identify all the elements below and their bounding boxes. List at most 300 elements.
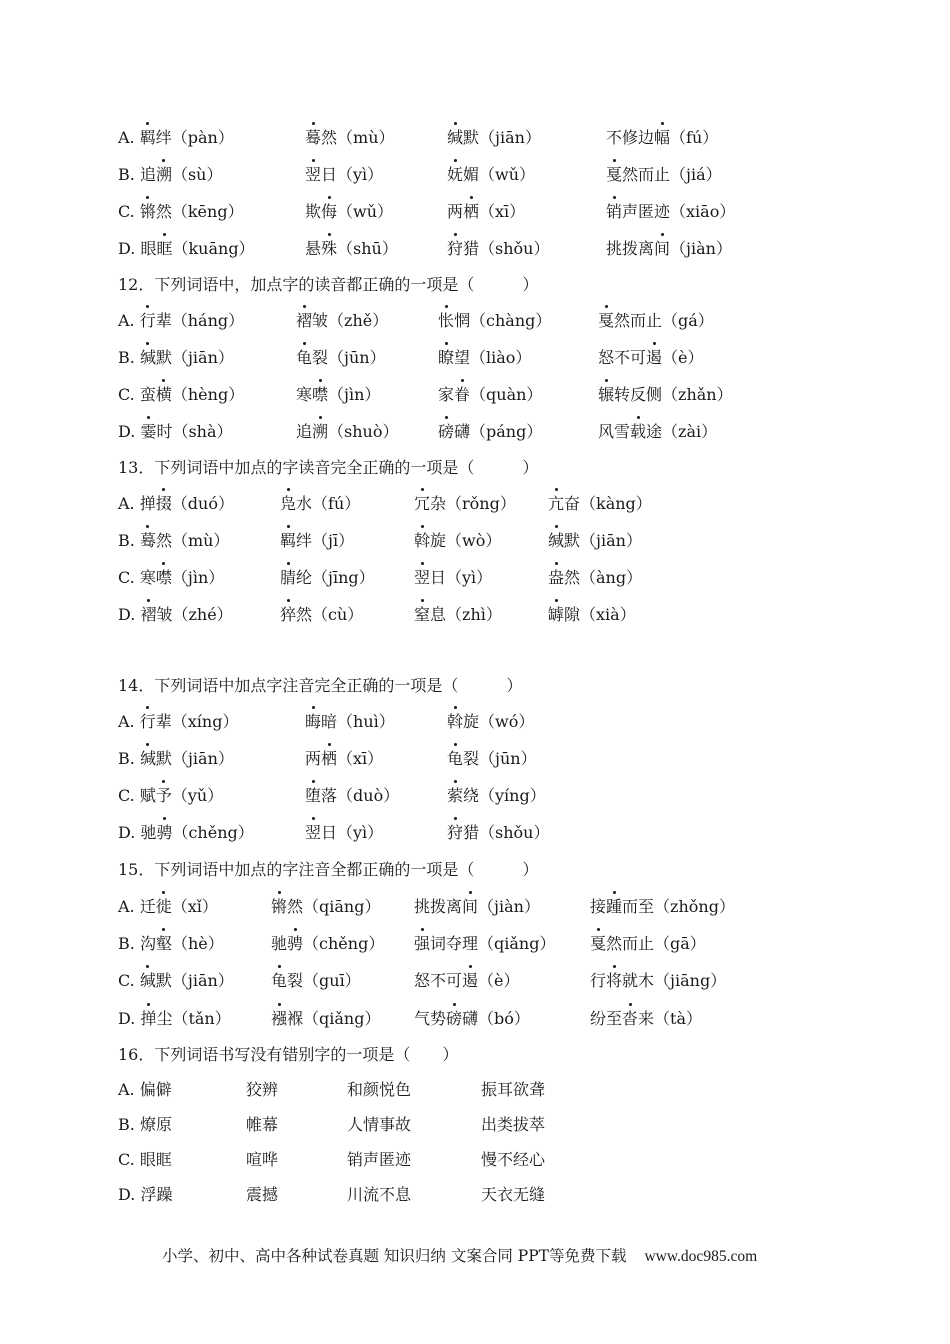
option-item [548,529,642,553]
word-prefix: 挑拨离 [606,239,655,258]
dotted-character: 沓 [622,1007,638,1031]
word-prefix: 两 [447,202,464,221]
dotted-character: 遏 [462,969,478,993]
option-item [271,932,384,956]
option-item [347,1078,411,1102]
word-suffix: 然（àng） [564,568,643,587]
word-suffix: （jiàn） [670,239,732,258]
word-prefix: 眼 [140,239,157,258]
word-suffix: （duó） [171,494,234,513]
word-suffix: 日（yì） [321,823,384,842]
word-suffix: 日（yì） [430,568,493,587]
option-label: D. [118,1185,141,1204]
option-item [347,1113,411,1137]
dotted-character: 徙 [156,895,172,919]
word-suffix: 声匿迹（xiāo） [622,202,736,221]
dotted-character: 壑 [156,932,172,956]
option-item [447,126,541,150]
word-prefix: 家 [438,385,455,404]
dotted-character: 晦 [305,710,321,734]
word-suffix: 暗（huì） [321,712,395,731]
dotted-character: 溯 [312,420,328,444]
dotted-character: 载 [630,420,646,444]
word-suffix: 旋（wò） [430,531,502,550]
word-suffix: 猎（shǒu） [463,823,550,842]
word-suffix: （sù） [171,165,223,184]
word-prefix: 慢不经心 [481,1150,546,1169]
dotted-character: 磅 [446,1007,462,1031]
option-item [118,603,233,627]
word-prefix: 赋 [139,786,156,805]
dotted-character: 缄 [140,346,156,370]
word-suffix: 默（jiān） [155,971,234,990]
dotted-character: 蓦 [305,126,321,150]
word-suffix: （xǐ） [171,897,218,916]
word-suffix: 惘（chàng） [454,311,552,330]
dotted-character: 羁 [140,126,156,150]
word-suffix: （shū） [337,239,398,258]
dotted-character: 腈 [280,566,296,590]
word-prefix: 行 [590,971,607,990]
option-label: B. [118,348,140,367]
word-suffix: 然（mù） [321,128,395,147]
dotted-character: 缄 [447,126,463,150]
word-suffix: 旋（wó） [463,712,535,731]
option-item [118,529,229,553]
word-prefix: 蛮 [139,385,156,404]
option-item [414,492,516,516]
dotted-character: 骋 [156,821,172,845]
question-text: 16．下列词语书写没有错别字的一项是（ ） [118,1045,459,1064]
dotted-character: 幅 [654,126,670,150]
word-prefix: 眼眶 [139,1150,172,1169]
option-item [447,163,535,187]
dotted-character: 猝 [280,603,296,627]
question-text: 13．下列词语中加点的字读音完全正确的一项是（ ） [118,458,539,477]
dotted-character: 予 [156,784,172,808]
option-item [271,895,380,919]
option-item [118,383,244,407]
dotted-character: 龟 [447,747,463,771]
dotted-character: 将 [606,969,622,993]
word-suffix: 裂（jūn） [463,749,537,768]
dotted-character: 磅 [438,420,454,444]
option-item [447,237,549,261]
option-label: C. [118,1150,140,1169]
word-suffix: 礴（páng） [454,422,543,441]
word-suffix: 裂（guī） [287,971,361,990]
dotted-character: 狩 [447,237,463,261]
word-suffix: 然而止（jiá） [622,165,722,184]
option-item [438,383,542,407]
dotted-character: 掸 [140,1007,156,1031]
word-prefix: 欺 [305,202,322,221]
question-text: 12．下列词语中，加点字的读音都正确的一项是（ ） [118,275,539,294]
word-suffix: （è） [662,348,704,367]
option-item [481,1148,545,1172]
option-item [118,346,234,370]
word-suffix: （xī） [479,202,526,221]
word-prefix: 浮躁 [140,1185,173,1204]
dotted-character: 襁 [271,1007,287,1031]
word-prefix: 怒不可 [414,971,463,990]
word-suffix: 绊（jī） [296,531,355,550]
dotted-character: 妩 [447,163,463,187]
word-suffix: 默（jiān） [463,128,541,147]
word-suffix: 水（fú） [296,494,361,513]
option-label: A. [118,897,140,916]
option-item [118,821,254,845]
option-label: D. [118,239,141,258]
word-suffix: 默（jiān） [155,348,234,367]
option-item [438,420,542,444]
word-prefix: 沟 [139,934,156,953]
option-item [305,126,395,150]
dotted-character: 遏 [646,346,662,370]
word-prefix: 天衣无缝 [481,1185,546,1204]
footer-site: www.doc985.com [644,1248,758,1265]
word-suffix: 转反侧（zhǎn） [614,385,733,404]
option-item [118,1007,231,1031]
word-suffix: （chěng） [303,934,385,953]
dotted-character: 掇 [156,492,172,516]
dotted-character: 蓦 [140,529,156,553]
option-label: D. [118,422,141,441]
option-item [598,420,717,444]
option-item [414,895,540,919]
word-suffix: 尘（tǎn） [156,1009,231,1028]
option-item [118,932,224,956]
word-suffix: （shuò） [328,422,399,441]
dotted-character: 萦 [447,784,463,808]
word-prefix: 震撼 [246,1185,279,1204]
word-suffix: 然而止（gā） [606,934,706,953]
word-prefix: 销声匿迹 [347,1150,412,1169]
option-item [305,784,399,808]
dotted-character: 窒 [414,603,430,627]
option-item [118,1078,172,1102]
option-item [481,1078,545,1102]
word-suffix: 途（zài） [646,422,718,441]
dotted-character: 销 [606,200,622,224]
option-item [598,309,714,333]
option-item [118,200,244,224]
dotted-character: 亢 [548,492,564,516]
dotted-character: 狩 [447,821,463,845]
dotted-character: 强 [414,932,430,956]
dotted-character: 戛 [606,163,622,187]
option-label: B. [118,934,140,953]
word-suffix: 绊（pàn） [155,128,234,147]
word-prefix: 纷至 [590,1009,623,1028]
word-prefix: 偏僻 [139,1080,172,1099]
option-item [118,1183,172,1207]
option-item [280,603,363,627]
word-suffix: 隙（xià） [564,605,636,624]
footer [162,1244,757,1266]
word-suffix: 绕（yíng） [463,786,546,805]
word-prefix: 人情事故 [347,1115,412,1134]
dotted-character: 缄 [548,529,564,553]
word-suffix: （chěng） [172,823,254,842]
word-prefix: 出类拔萃 [481,1115,546,1134]
option-item [606,200,735,224]
option-item [118,1113,172,1137]
word-prefix: 寒 [139,568,156,587]
option-label: B. [118,1115,140,1134]
dotted-character: 殊 [321,237,337,261]
option-item [118,566,224,590]
option-item [590,1007,702,1031]
question-text: 15．下列词语中加点的字注音全都正确的一项是（ ） [118,860,539,879]
option-item [118,163,223,187]
option-item [271,969,361,993]
word-suffix: （wǔ） [337,202,394,221]
word-suffix: 猎（shǒu） [463,239,550,258]
option-item [118,747,234,771]
word-prefix: 怒不可 [598,348,647,367]
word-suffix: 褓（qiǎng） [287,1009,381,1028]
option-item [590,895,735,919]
option-item [598,346,704,370]
word-suffix: （hè） [171,934,224,953]
dotted-character: 间 [654,237,670,261]
option-item [118,420,233,444]
option-label: D. [118,605,141,624]
option-item [590,932,706,956]
option-item [296,346,386,370]
word-suffix: 然（cù） [296,605,364,624]
word-prefix: 追 [296,422,313,441]
word-suffix: （yǔ） [171,786,224,805]
word-suffix: 然（mù） [155,531,230,550]
word-suffix: 辈（háng） [155,311,245,330]
option-item [548,492,652,516]
option-item [438,309,551,333]
dotted-character: 行 [140,710,156,734]
option-item [118,784,223,808]
word-suffix: 就木（jiāng） [622,971,727,990]
word-suffix: 礴（bó） [462,1009,530,1028]
option-item [606,237,732,261]
word-prefix: 寒 [296,385,313,404]
option-item [481,1183,545,1207]
option-label: A. [118,128,140,147]
option-item [246,1148,278,1172]
word-prefix: 气势 [414,1009,447,1028]
option-item [305,821,383,845]
word-prefix: 狡辨 [246,1080,279,1099]
word-suffix: 默（jiān） [155,749,234,768]
word-suffix: 然（qiāng） [287,897,381,916]
word-suffix: 望（liào） [454,348,532,367]
option-item [296,309,388,333]
word-prefix: 不修边 [606,128,655,147]
word-suffix: 日（yì） [321,165,384,184]
question-text: 14．下列词语中加点字注音完全正确的一项是（ ） [118,676,523,695]
dotted-character: 怅 [438,309,454,333]
word-prefix: 挑拨离 [414,897,463,916]
option-item [414,1007,530,1031]
word-suffix: 纶（jīng） [296,568,375,587]
word-prefix: 迁 [139,897,156,916]
dotted-character: 龟 [271,969,287,993]
option-label: A. [118,1080,140,1099]
dotted-character: 噤 [312,383,328,407]
option-label: B. [118,165,140,184]
option-item [598,383,733,407]
word-suffix: （quàn） [470,385,543,404]
dotted-character: 瞭 [438,346,454,370]
dotted-character: 横 [156,383,172,407]
word-suffix: 时（shà） [156,422,233,441]
word-suffix: 默（jiān） [564,531,642,550]
option-item [414,529,501,553]
option-item [246,1183,278,1207]
option-label: A. [118,494,140,513]
option-item [481,1113,545,1137]
dotted-character: 斡 [447,710,463,734]
option-item [296,383,380,407]
word-suffix: （fú） [670,128,719,147]
dotted-character: 堕 [305,784,321,808]
word-prefix: 驰 [271,934,288,953]
word-suffix: （è） [478,971,520,990]
option-item [447,747,537,771]
option-item [438,346,531,370]
option-item [548,603,636,627]
option-item [347,1183,411,1207]
word-suffix: （jìn） [171,568,225,587]
option-item [280,529,354,553]
word-suffix: 媚（wǔ） [463,165,536,184]
option-label: C. [118,385,140,404]
word-prefix: 接 [590,897,607,916]
option-label: D. [118,823,141,842]
option-label: C. [118,971,140,990]
option-label: D. [118,1009,141,1028]
word-prefix: 追 [139,165,156,184]
option-item [280,492,360,516]
option-item [118,237,255,261]
option-item [606,126,718,150]
option-item [118,969,234,993]
option-item [447,200,525,224]
word-suffix: 然（kēng） [155,202,244,221]
option-item [548,566,642,590]
option-item [118,1148,172,1172]
dotted-character: 行 [140,309,156,333]
word-suffix: 杂（rǒng） [430,494,516,513]
option-item [590,969,726,993]
word-suffix: 辈（xíng） [155,712,239,731]
word-prefix: 风雪 [598,422,631,441]
dotted-character: 眷 [454,383,470,407]
word-prefix: 悬 [305,239,322,258]
word-suffix: 息（zhì） [430,605,502,624]
option-item [414,932,555,956]
word-prefix: 喧哗 [246,1150,279,1169]
word-suffix: （jìn） [328,385,381,404]
option-label: C. [118,568,140,587]
option-item [246,1113,278,1137]
option-item [414,566,492,590]
word-prefix: 振耳欲聋 [481,1080,546,1099]
dotted-character: 栖 [463,200,479,224]
word-suffix: 奋（kàng） [564,494,652,513]
dotted-character: 翌 [305,821,321,845]
word-suffix: （jiàn） [478,897,540,916]
word-suffix: （xī） [337,749,384,768]
option-item [118,710,238,734]
option-item [305,710,395,734]
dotted-character: 凫 [280,492,296,516]
word-prefix: 驰 [140,823,157,842]
option-item [305,237,398,261]
word-suffix: 然而止（gá） [614,311,714,330]
word-suffix: 落（duò） [321,786,400,805]
dotted-character: 缄 [140,747,156,771]
option-item [296,420,399,444]
option-label: B. [118,749,140,768]
dotted-character: 锵 [271,895,287,919]
footer-text: 小学、初中、高中各种试卷真题 知识归纳 文案合同 PPT等免费下载 [162,1247,627,1265]
dotted-character: 溯 [156,163,172,187]
word-prefix: 掸 [139,494,156,513]
dotted-character: 盎 [548,566,564,590]
option-item [118,309,244,333]
option-item [447,710,534,734]
option-label: C. [118,202,140,221]
dotted-character: 罅 [548,603,564,627]
word-suffix: 皱（zhé） [156,605,233,624]
word-prefix: 两 [305,749,322,768]
dotted-character: 骋 [287,932,303,956]
dotted-character: 褶 [140,603,156,627]
option-item [246,1078,278,1102]
word-prefix: 川流不息 [347,1185,412,1204]
option-item [414,969,520,993]
option-label: A. [118,311,140,330]
dotted-character: 翌 [414,566,430,590]
word-prefix: 燎原 [139,1115,172,1134]
option-item [606,163,722,187]
dotted-character: 褶 [296,309,312,333]
word-suffix: 词夺理（qiǎng） [430,934,556,953]
word-suffix: （kuāng） [172,239,255,258]
dotted-character: 翌 [305,163,321,187]
option-item [414,603,502,627]
word-suffix: 来（tà） [638,1009,703,1028]
option-label: C. [118,786,140,805]
dotted-character: 辗 [598,383,614,407]
word-suffix: 皱（zhě） [312,311,389,330]
option-label: B. [118,531,140,550]
dotted-character: 羁 [280,529,296,553]
dotted-character: 踵 [606,895,622,919]
dotted-character: 斡 [414,529,430,553]
option-item [447,821,549,845]
option-item [118,895,218,919]
option-item [280,566,375,590]
dotted-character: 眶 [156,237,172,261]
dotted-character: 戛 [590,932,606,956]
option-label: A. [118,712,140,731]
option-item [347,1148,411,1172]
word-suffix: （hèng） [171,385,245,404]
word-prefix: 帷幕 [246,1115,279,1134]
option-item [305,747,383,771]
